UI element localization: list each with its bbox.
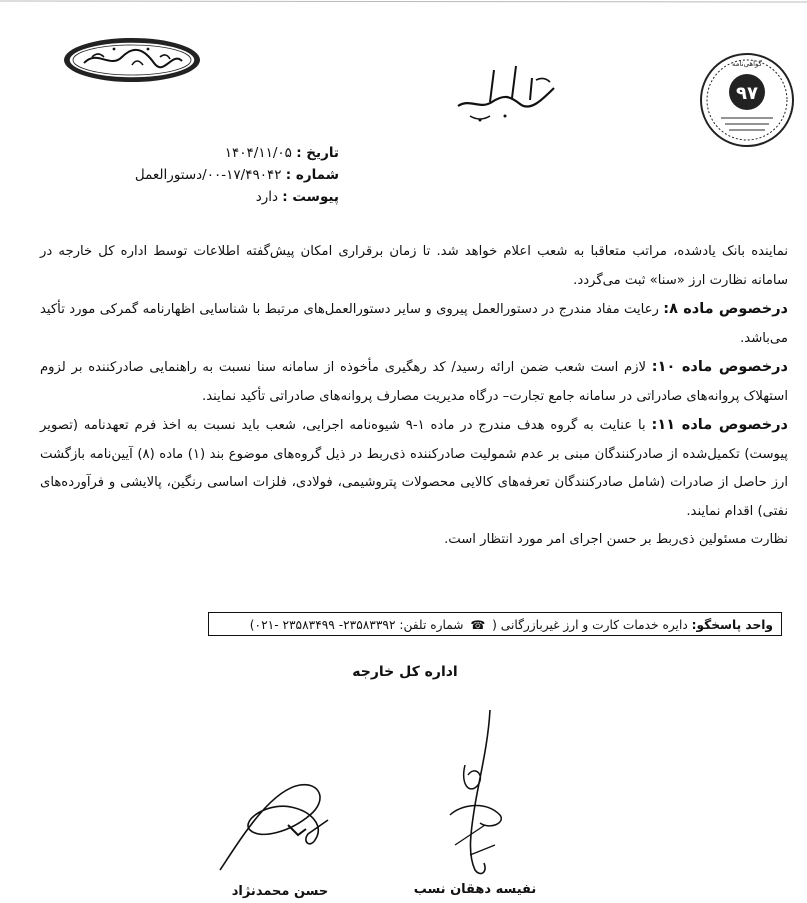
phone-icon: ☎ — [470, 618, 486, 632]
number-row — [39, 164, 339, 186]
attachment-label: پیوست : — [282, 189, 339, 205]
attachment-row — [39, 186, 339, 208]
clause-10-label: درخصوص ماده ۱۰: — [651, 359, 788, 375]
paragraph-clause-8 — [40, 295, 788, 353]
signature-right — [430, 705, 530, 880]
number-value: ۱۷/۴۹۰۴۲-۰۰/دستورالعمل — [134, 167, 282, 183]
respondent-box — [208, 612, 782, 636]
number-label: شماره : — [285, 167, 339, 183]
respondent-unit: دایره خدمات کارت و ارز غیربازرگانی ( — [492, 618, 688, 632]
clause-8-text: رعایت مفاد مندرج در دستورالعمل پیروی و سایر دستورالعمل‌های مرتبط با شناسایی اظهارنامه گمرکی مورد تأکید می‌باشد. — [40, 302, 788, 346]
phone-numbers: ۲۳۵۸۳۳۹۲- ۲۳۵۸۳۴۹۹ -۰۲۱) — [249, 618, 396, 632]
respondent-label: واحد پاسخگو: — [691, 618, 773, 632]
clause-10-text: لازم است شعب ضمن ارائه رسید/ کد رهگیری مأخوذه از سامانه سنا نسبت به راهنمایی صادرکننده بر لزوم استهلاک پروانه‌های صادراتی در سامانه جامع تجارت– درگاه مدیریت مصارف پروانه‌های صادراتی تأکید نمایند. — [40, 360, 788, 404]
organization-logo — [62, 35, 202, 85]
phone-label: شماره تلفن: — [399, 618, 464, 632]
attachment-value: دارد — [255, 189, 278, 205]
paragraph-clause-10 — [40, 353, 788, 411]
letter-body — [40, 238, 788, 555]
signatory-name-left: حسن محمدنژاد — [231, 884, 329, 899]
clause-8-label: درخصوص ماده ۸: — [663, 301, 788, 317]
date-row — [39, 142, 339, 164]
seal-number: ۹۷ — [736, 83, 758, 104]
letter-meta — [39, 142, 339, 208]
basmala-calligraphy — [450, 58, 560, 128]
paragraph-clause-11 — [40, 411, 788, 526]
round-seal — [697, 50, 797, 150]
paragraph-closing: نظارت مسئولین ذی‌ربط بر حسن اجرای امر مورد انتظار است. — [444, 532, 788, 547]
seal-label: گواهی‌نامه — [731, 60, 763, 68]
clause-11-text: با عنایت به گروه هدف مندرج در ماده ۱-۹ شیوه‌نامه اجرایی، شعب باید نسبت به اخذ فرم تعهدنامه (تصویر پیوست) تکمیل‌شده از صادرکنندگان مبنی بر عدم شمولیت صادرکننده ذی‌ربط در ذیل گروه‌های موضوع بند (۱) ماده (۸) آیین‌نامه بازگشت ارز حاصل از صادرات (شامل صادرکنندگان تعرفه‌های کالایی محصولات پتروشیمی، فولادی، فلزات اساسی رنگین، پالایشی و فرآورده‌های نفتی) اقدام نمایند. — [40, 418, 788, 519]
signatory-name-right: نفیسه دهقان نسب — [413, 882, 537, 897]
date-label: تاریخ : — [296, 145, 339, 161]
clause-11-label: درخصوص ماده ۱۱: — [651, 417, 789, 433]
issuing-office: اداره کل خارجه — [352, 664, 458, 680]
signature-left — [210, 770, 340, 880]
paragraph-intro: نماینده بانک یادشده، مراتب متعاقبا به شعب اعلام خواهد شد. تا زمان برقراری امکان پیش‌گفته اطلاعات توسط اداره کل خارجه در سامانه نظارت ارز «سنا» ثبت می‌گردد. — [40, 244, 788, 288]
date-value: ۱۴۰۴/۱۱/۰۵ — [224, 145, 292, 161]
scan-edge — [0, 0, 807, 4]
